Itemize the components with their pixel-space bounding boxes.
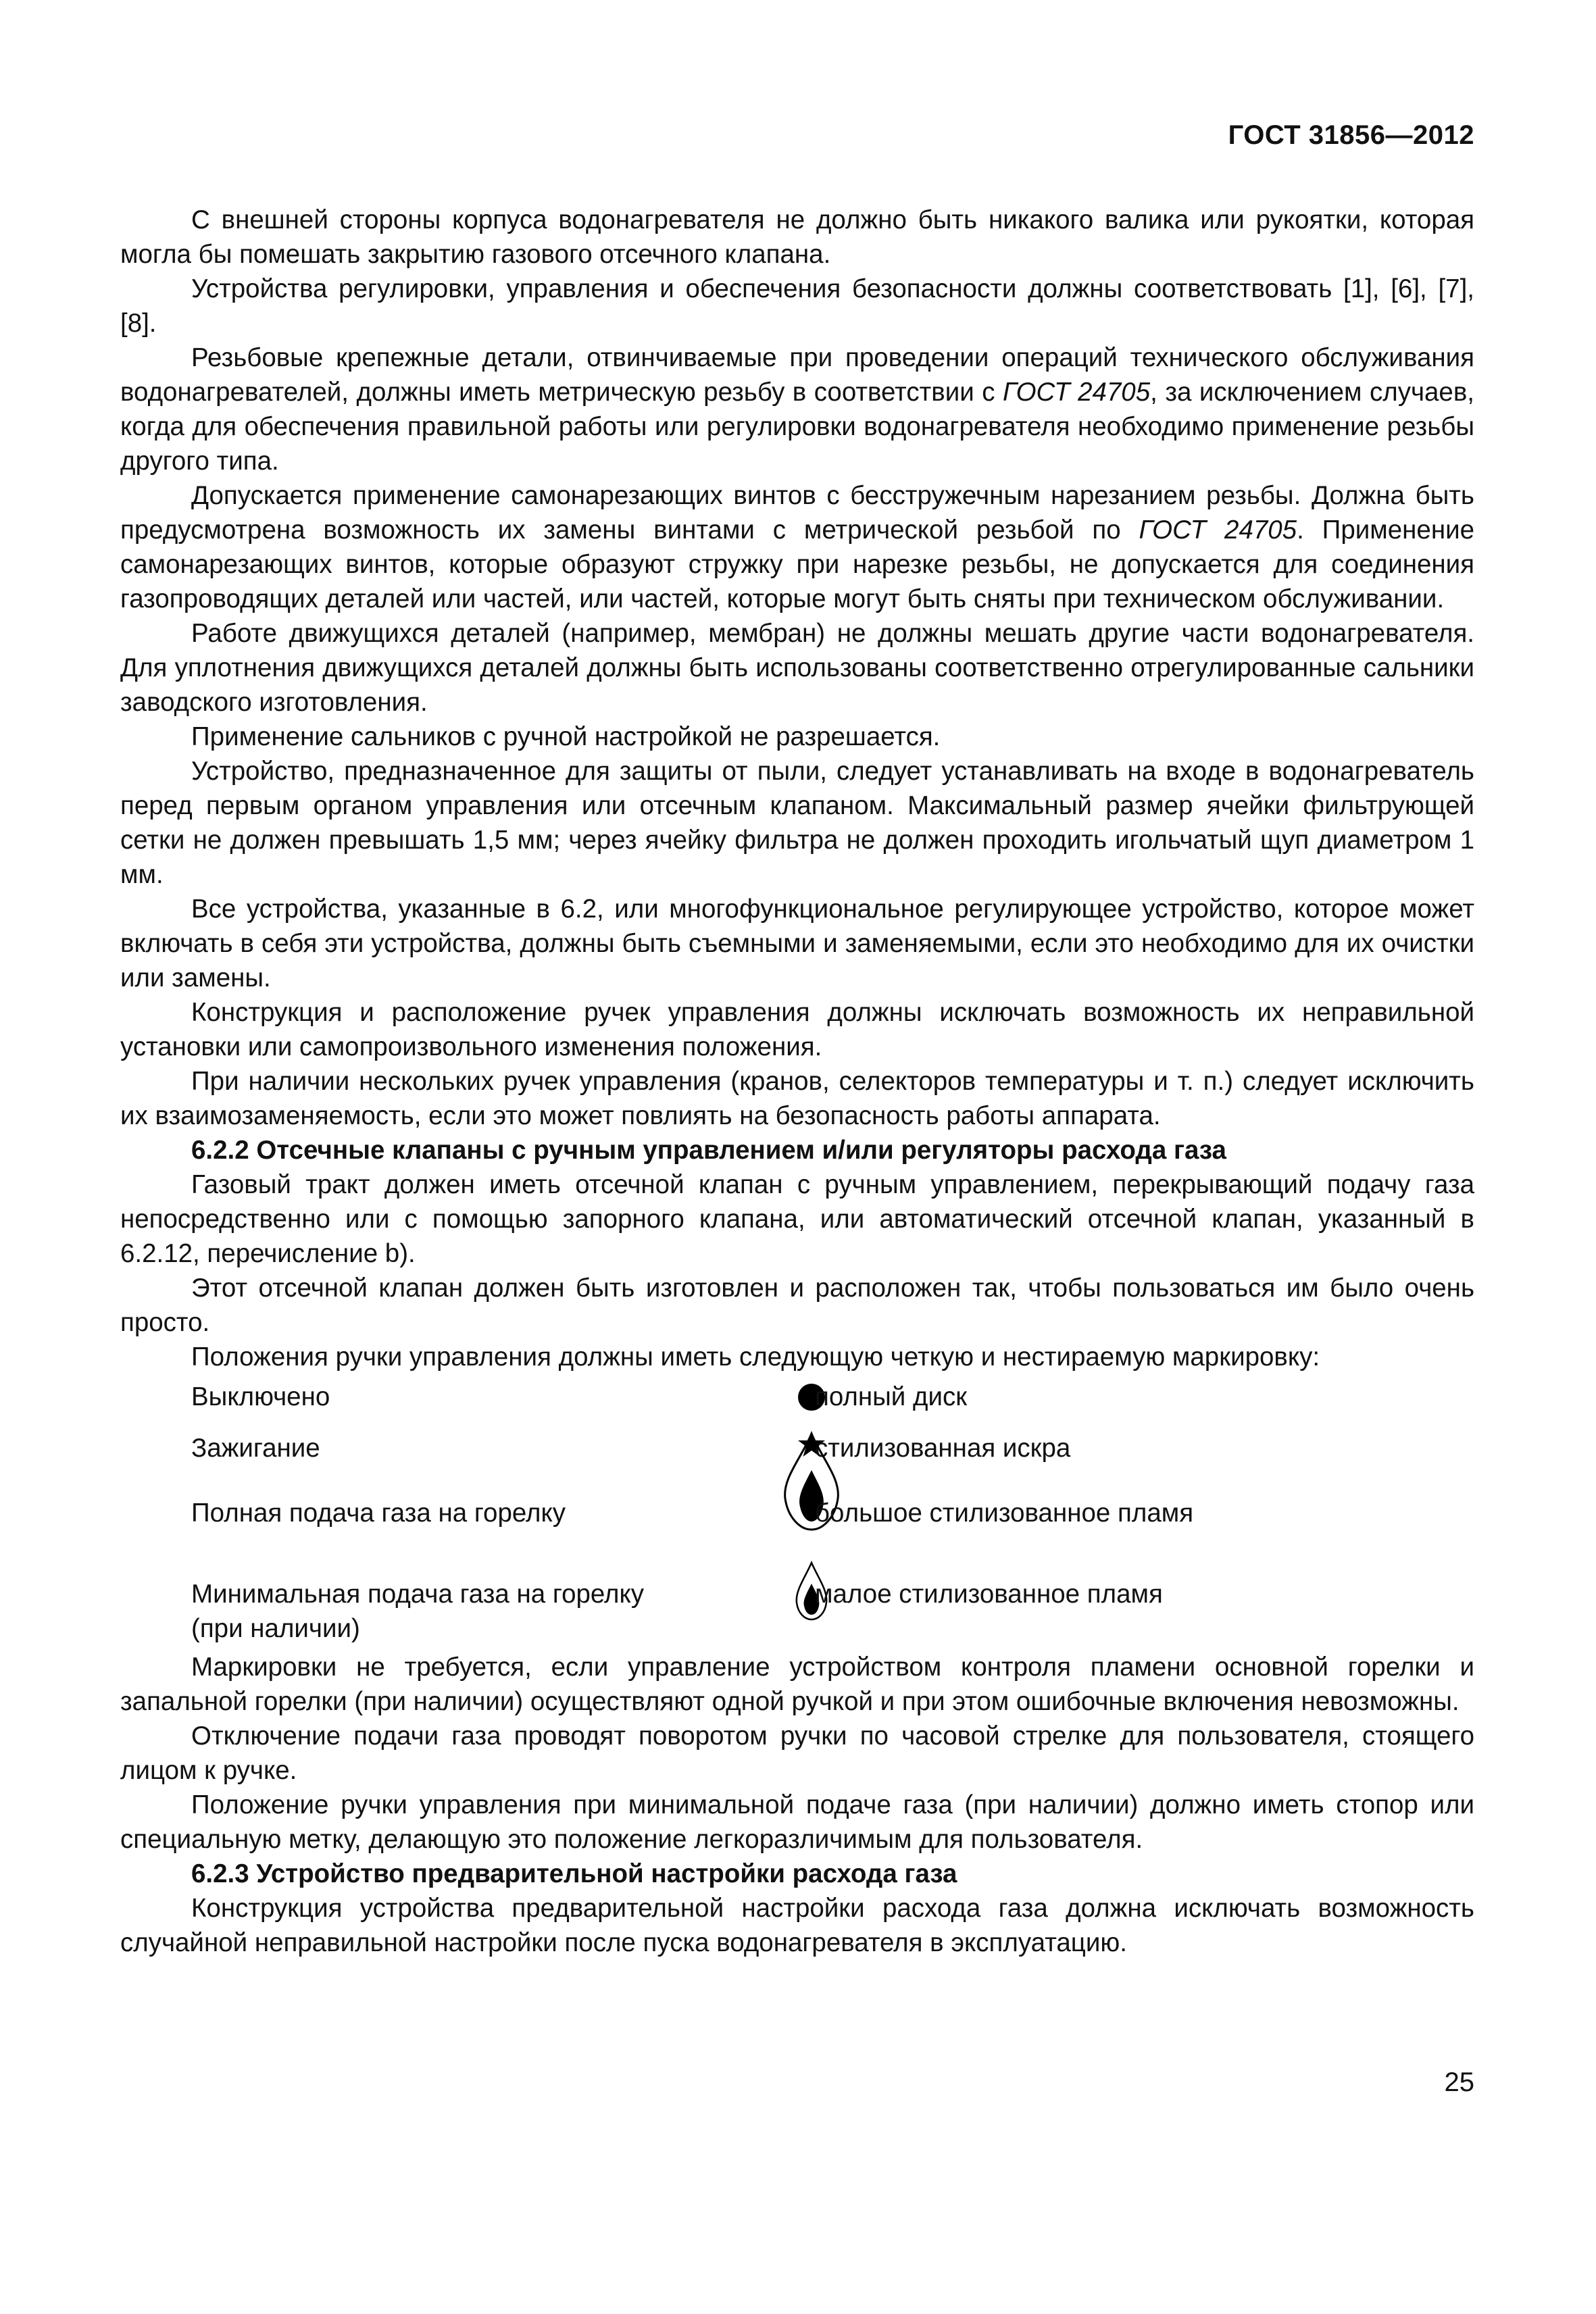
standard-header: ГОСТ 31856—2012 <box>1228 120 1474 150</box>
paragraph: Работе движущихся деталей (например, мембран) не должны мешать другие части водонагревателя. Для уплотнения движущихся деталей должны быть использованы соответственно отрегулированные сальники заводского изготовления. <box>120 619 1474 717</box>
paragraph: Применение сальников с ручной настройкой не разрешается. <box>191 722 941 751</box>
paragraph: Отключение подачи газа проводят поворотом ручки по часовой стрелке для пользователя, стоящего лицом к ручке. <box>120 1721 1474 1785</box>
paragraph: Положение ручки управления при минимальной подаче газа (при наличии) должно иметь стопор или специальную метку, делающую это положение легкоразличимым для пользователя. <box>120 1790 1474 1854</box>
paragraph: Маркировки не требуется, если управление устройством контроля пламени основной горелки и запальной горелки (при наличии) осуществляют одной ручкой и при этом ошибочные включения невозможны. <box>120 1653 1474 1716</box>
paragraph: Устройства регулировки, управления и обеспечения безопасности должны соответствовать [1], [6], [7], [8]. <box>120 274 1474 338</box>
paragraph: Допускается применение самонарезающих винтов с бесстружечным нарезанием резьбы. Должна быть предусмотрена возможность их замены винтами с метрической резьбой по ГОСТ 24705. Применение самонарезающих винтов, которые образуют стружку при нарезке резьбы, не допускается для соединения газопроводящих деталей или частей, или частей, которые могут быть сняты при техническом обслуживании. <box>120 481 1474 613</box>
marking-description: большое стилизованное пламя <box>815 1499 1194 1528</box>
paragraph: Положения ручки управления должны иметь следующую четкую и нестираемую маркировку: <box>191 1342 1320 1372</box>
paragraph: Газовый тракт должен иметь отсечной клапан с ручным управлением, перекрывающий подачу газа непосредственно или с помощью запорного клапана, или автоматический отсечной клапан, указанный в 6.2.12, перечисление b). <box>120 1170 1474 1268</box>
paragraph: Конструкция и расположение ручек управления должны исключать возможность их неправильной установки или самопроизвольного изменения положения. <box>120 998 1474 1061</box>
paragraph: Устройство, предназначенное для защиты от пыли, следует устанавливать на входе в водонагреватель перед первым органом управления или отсечным клапаном. Максимальный размер ячейки фильтрующей сетки не должен превышать 1,5 мм; через ячейку фильтра не должен проходить игольчатый щуп диаметром 1 мм. <box>120 757 1474 889</box>
marking-label: Зажигание <box>191 1434 320 1463</box>
marking-label: Выключено <box>191 1382 330 1411</box>
marking-label: Полная подача газа на горелку <box>191 1499 566 1528</box>
paragraph: Все устройства, указанные в 6.2, или многофункциональное регулирующее устройство, которое может включать в себя эти устройства, должны быть съемными и заменяемыми, если это необходимо для их очистки или замены. <box>120 895 1474 992</box>
marking-description: стилизованная искра <box>815 1434 1071 1463</box>
marking-description: малое стилизованное пламя <box>815 1580 1163 1609</box>
paragraph: Конструкция устройства предварительной настройки расхода газа должна исключать возможность случайной неправильной настройки после пуска водонагревателя в эксплуатацию. <box>120 1894 1474 1957</box>
marking-label-note: (при наличии) <box>191 1614 360 1643</box>
paragraph: Этот отсечной клапан должен быть изготовлен и расположен так, чтобы пользоваться им было очень просто. <box>120 1274 1474 1337</box>
paragraph: Резьбовые крепежные детали, отвинчиваемые при проведении операций технического обслуживания водонагревателей, должны иметь метрическую резьбу в соответствии с ГОСТ 24705, за исключением случаев, когда для обеспечения правильной работы или регулировки водонагревателя необходимо применение резьбы другого типа. <box>120 343 1474 476</box>
page-number: 25 <box>1444 2067 1474 2097</box>
section-heading-6-2-2: 6.2.2 Отсечные клапаны с ручным управлением и/или регуляторы расхода газа <box>191 1136 1226 1165</box>
standard-reference: ГОСТ 24705 <box>1139 515 1297 545</box>
section-heading-6-2-3: 6.2.3 Устройство предварительной настройки расхода газа <box>191 1859 957 1888</box>
standard-reference: ГОСТ 24705 <box>1002 378 1151 407</box>
marking-row-off <box>120 1380 1474 1431</box>
marking-row-min-flow <box>120 1577 1474 1650</box>
marking-label: Минимальная подача газа на горелку <box>191 1580 645 1609</box>
marking-description: полный диск <box>815 1382 968 1411</box>
paragraph: С внешней стороны корпуса водонагревателя не должно быть никакого валика или рукоятки, которая могла бы помешать закрытию газового отсечного клапана. <box>120 205 1474 269</box>
marking-table <box>120 1380 1474 1650</box>
body-text <box>120 203 1474 1960</box>
paragraph: При наличии нескольких ручек управления (кранов, селекторов температуры и т. п.) следует исключить их взаимозаменяемость, если это может повлиять на безопасность работы аппарата. <box>120 1067 1474 1130</box>
